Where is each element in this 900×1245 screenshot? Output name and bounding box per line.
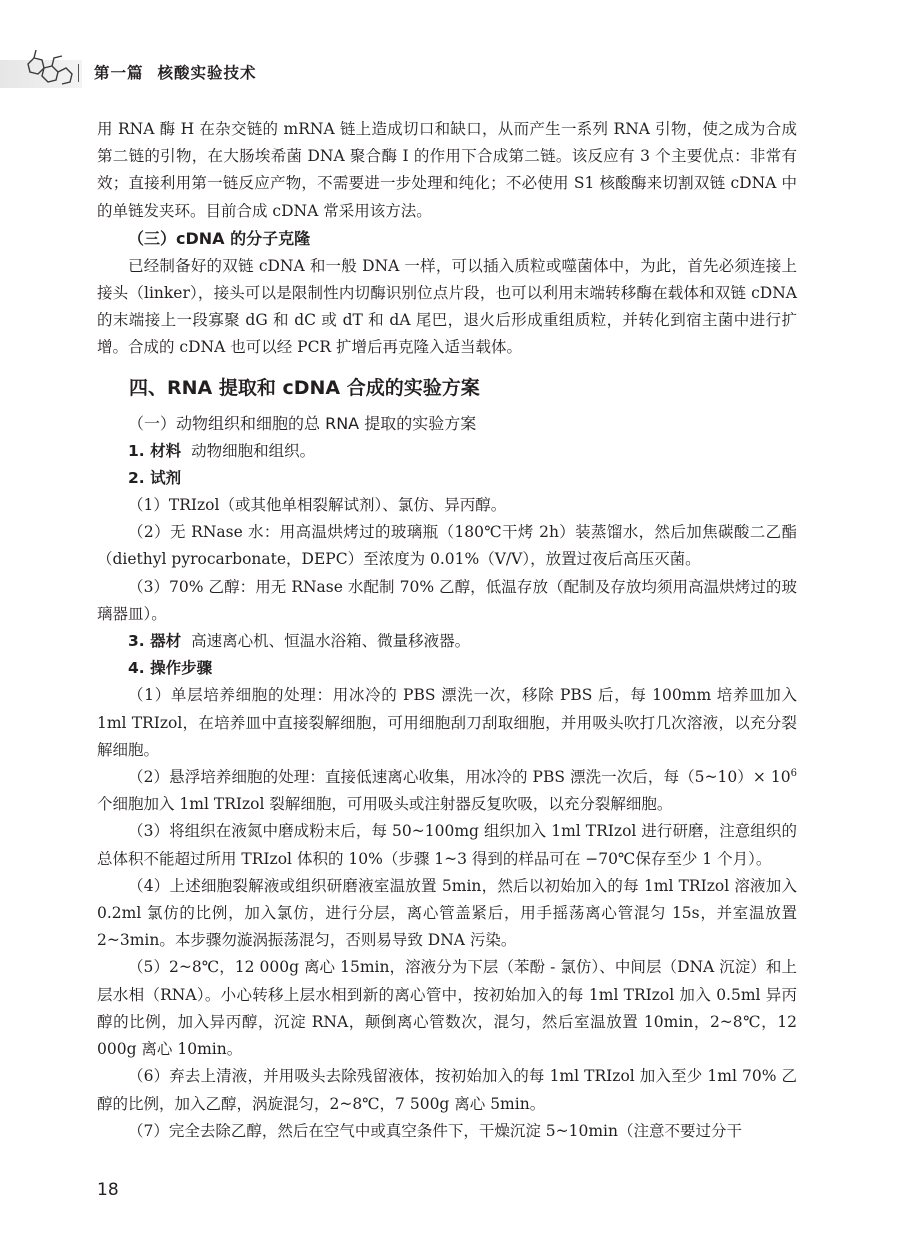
equipment-line: [128, 628, 797, 655]
step-2-part-b: 个细胞加入 1ml TRIzol 裂解细胞，可用吸头或注射器反复吹吸，以充分裂解细胞。: [97, 795, 673, 814]
equipment-label: 3. 器材: [128, 632, 182, 651]
reagent-1: （1）TRIzol（或其他单相裂解试剂）、氯仿、异丙醇。: [128, 496, 507, 515]
reagents-line: [128, 465, 797, 492]
paragraph-rnase-h: 用 RNA 酶 H 在杂交链的 mRNA 链上造成切口和缺口，从而产生一系列 RNA 引物，使之成为合成第二链的引物，在大肠埃希菌 DNA 聚合酶 I 的作用下合成第二链。该反应有 3 个主要优点：非常有效；直接利用第一链反应产物，不需要进一步处理和纯化；不必使用 S1 核酸酶来切割双链 cDNA 中的单链发夹环。目前合成 cDNA 常采用该方法。: [97, 120, 797, 220]
step-7: （7）完全去除乙醇，然后在空气中或真空条件下，干燥沉淀 5~10min（注意不要过分干: [128, 1121, 743, 1140]
heading-cdna-cloning: （三）cDNA 的分子克隆: [128, 228, 311, 248]
header-part: 第一篇: [94, 64, 144, 82]
header-title: 核酸实验技术: [157, 64, 257, 82]
step-2-exponent: 6: [790, 767, 797, 779]
steps-line: [128, 655, 797, 682]
steps-label: 4. 操作步骤: [128, 659, 213, 678]
page-number: 18: [97, 1180, 119, 1200]
page-body: [97, 116, 797, 1145]
step-2: [97, 764, 797, 818]
section-subtitle: （一）动物组织和细胞的总 RNA 提取的实验方案: [128, 413, 477, 433]
running-header: [94, 61, 271, 83]
molecule-logo-icon: [22, 46, 76, 90]
step-5: （5）2~8℃，12 000g 离心 15min，溶液分为下层（苯酚 - 氯仿）、中间层（DNA 沉淀）和上层水相（RNA）。小心转移上层水相到新的离心管中，按初始加入的每 1ml TRIzol 加入 0.5ml 异丙醇的比例，加入异丙醇，沉淀 RNA，颠倒离心管数次，混匀，然后室温放置 10min，2~8℃，12 000g 离心 10min。: [97, 958, 797, 1059]
reagent-2: （2）无 RNase 水：用高温烘烤过的玻璃瓶（180℃干烤 2h）装蒸馏水，然后加焦碳酸二乙酯（diethyl pyrocarbonate，DEPC）至浓度为 0.01%（V/V），放置过夜后高压灭菌。: [97, 523, 797, 569]
section-title: 四、RNA 提取和 cDNA 合成的实验方案: [129, 376, 480, 399]
step-2-part-a: （2）悬浮培养细胞的处理：直接低速离心收集，用冰冷的 PBS 漂洗一次后，每（5~10）× 10: [128, 768, 791, 787]
materials-line: [128, 438, 797, 465]
step-4: （4）上述细胞裂解液或组织研磨液室温放置 5min，然后以初始加入的每 1ml TRIzol 溶液加入 0.2ml 氯仿的比例，加入氯仿，进行分层，离心管盖紧后，用手摇荡离心管混匀 15s，并室温放置 2~3min。本步骤勿漩涡振荡混匀，否则易导致 DNA 污染。: [97, 876, 797, 950]
reagents-label: 2. 试剂: [128, 468, 182, 487]
step-3: （3）将组织在液氮中磨成粉末后，每 50~100mg 组织加入 1ml TRIzol 进行研磨，注意组织的总体积不能超过所用 TRIzol 体积的 10%（步骤 1~3 得到的样品可在 −70℃保存至少 1 个月）。: [97, 822, 797, 868]
materials-label: 1. 材料: [128, 441, 182, 460]
materials-value: 动物细胞和组织。: [191, 441, 316, 460]
step-6: （6）弃去上清液，并用吸头去除残留液体，按初始加入的每 1ml TRIzol 加入至少 1ml 70% 乙醇的比例，加入乙醇，涡旋混匀，2~8℃，7 500g 离心 5min。: [97, 1067, 797, 1113]
paragraph-cloning: 已经制备好的双链 cDNA 和一般 DNA 一样，可以插入质粒或噬菌体中，为此，首先必须连接上接头（linker），接头可以是限制性内切酶识别位点片段，也可以利用末端转移酶在载体和双链 cDNA 的末端接上一段寡聚 dG 和 dC 或 dT 和 dA 尾巴，退火后形成重组质粒，并转化到宿主菌中进行扩增。合成的 cDNA 也可以经 PCR 扩增后再克隆入适当载体。: [97, 256, 797, 357]
reagent-3: （3）70% 乙醇：用无 RNase 水配制 70% 乙醇，低温存放（配制及存放均须用高温烘烤过的玻璃器皿）。: [97, 577, 797, 623]
header-separator: [78, 64, 79, 82]
step-1: （1）单层培养细胞的处理：用冰冷的 PBS 漂洗一次，移除 PBS 后，每 100mm 培养皿加入 1ml TRIzol，在培养皿中直接裂解细胞，可用细胞刮刀刮取细胞，并用吸头吹打几次溶液，以充分裂解细胞。: [97, 686, 797, 759]
equipment-value: 高速离心机、恒温水浴箱、微量移液器。: [191, 632, 471, 651]
